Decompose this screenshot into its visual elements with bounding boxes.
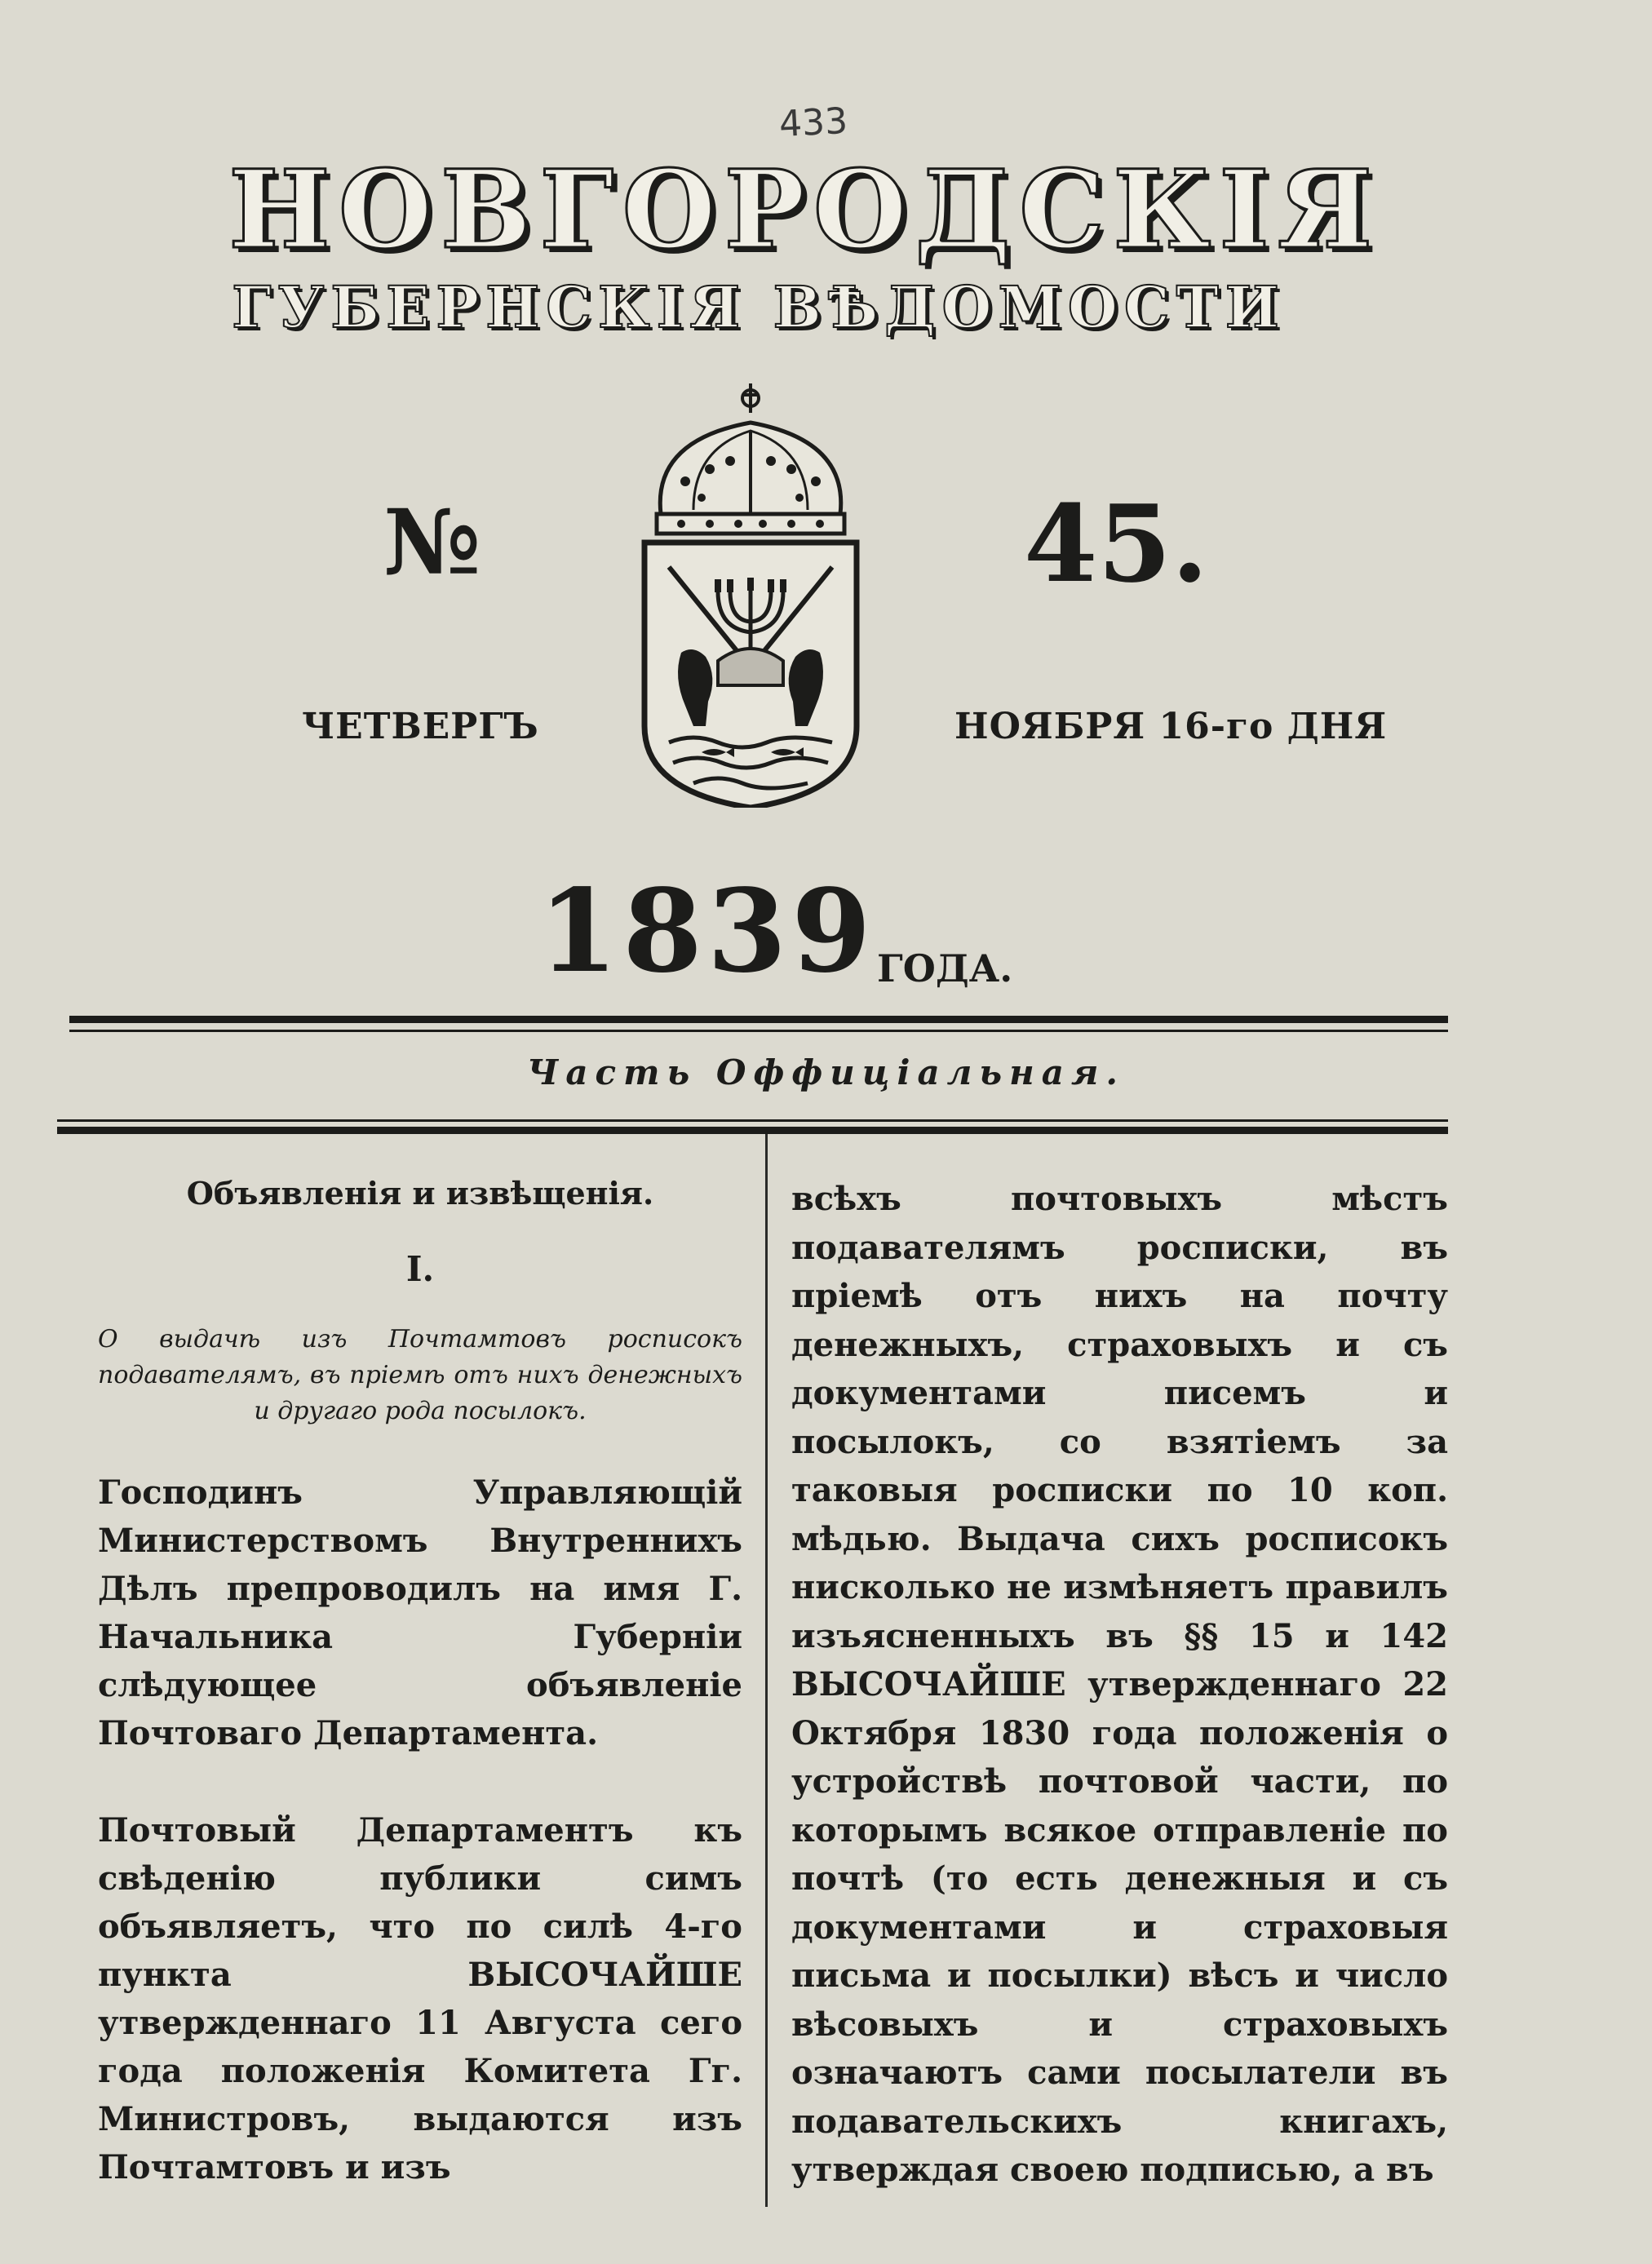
masthead-title: НОВГОРОДСКІЯ: [228, 147, 1381, 273]
section-title: Часть Оффиціальная.: [526, 1052, 1126, 1092]
rule-top-thin: [69, 1030, 1448, 1032]
rule-top-thick: [69, 1016, 1448, 1023]
issue-date: НОЯБРЯ 16-го ДНЯ: [954, 706, 1388, 747]
article-summary: О выдачѣ изъ Почтамтовъ росписокъ подавателямъ, въ пріемѣ отъ нихъ денежныхъ и другаго рода посылокъ.: [98, 1325, 742, 1425]
rule-bottom-thin: [57, 1119, 1448, 1122]
issue-year: 1839: [538, 865, 876, 999]
weekday: ЧЕТВЕРГЪ: [302, 706, 539, 747]
issue-number: 45.: [1024, 481, 1209, 606]
right-paragraph: всѣхъ почтовыхъ мѣстъ подавателямъ росписки, въ пріемѣ отъ нихъ на почту денежныхъ, страховыхъ и съ документами писемъ и посылокъ, со взятіемъ за таковыя росписки по 10 коп. мѣдью. Выдача сихъ росписокъ нисколько не измѣняетъ правилъ изъясненныхъ въ §§ 15 и 142 ВЫСОЧАЙШЕ утвержденнаго 22 Октября 1830 года положенія о устройствѣ почтовой части, по которымъ всякое отправленіе по почтѣ (то есть денежныя и съ документами и страховыя письма и посылки) вѣсъ и число вѣсовыхъ и страховыхъ означаютъ сами посылатели въ подавательскихъ книгахъ, утверждая своею подписью, а въ: [791, 1180, 1448, 2189]
rule-bottom-thick: [57, 1127, 1448, 1134]
masthead-subtitle: ГУБЕРНСКІЯ ВѢДОМОСТИ: [232, 273, 1286, 341]
left-column: [98, 1175, 742, 2222]
handwritten-page-number: 433: [777, 100, 849, 146]
article-roman-number: I.: [405, 1249, 435, 1289]
left-paragraph: Почтовый Департаментъ къ свѣденію публики симъ объявляетъ, что по силѣ 4-го пункта ВЫСОЧАЙШЕ утвержденнаго 11 Августа сего года положенія Комитета Гг. Министровъ, выдаются изъ Почтамтовъ и изъ: [98, 1811, 742, 2186]
right-column: [791, 1175, 1448, 2226]
column-divider: [765, 1134, 768, 2207]
year-word: ГОДА.: [877, 946, 1013, 990]
article-heading: Объявленія и извѣщенія.: [186, 1175, 654, 1212]
left-paragraph: Господинъ Управляющій Министерствомъ Внутреннихъ Дѣлъ препроводилъ на имя Г. Начальника Губерніи слѣдующее объявленіе Почтоваго Департамента.: [98, 1473, 742, 1752]
coat-of-arms-icon: [636, 383, 865, 808]
issue-number-mark: №: [383, 490, 481, 595]
